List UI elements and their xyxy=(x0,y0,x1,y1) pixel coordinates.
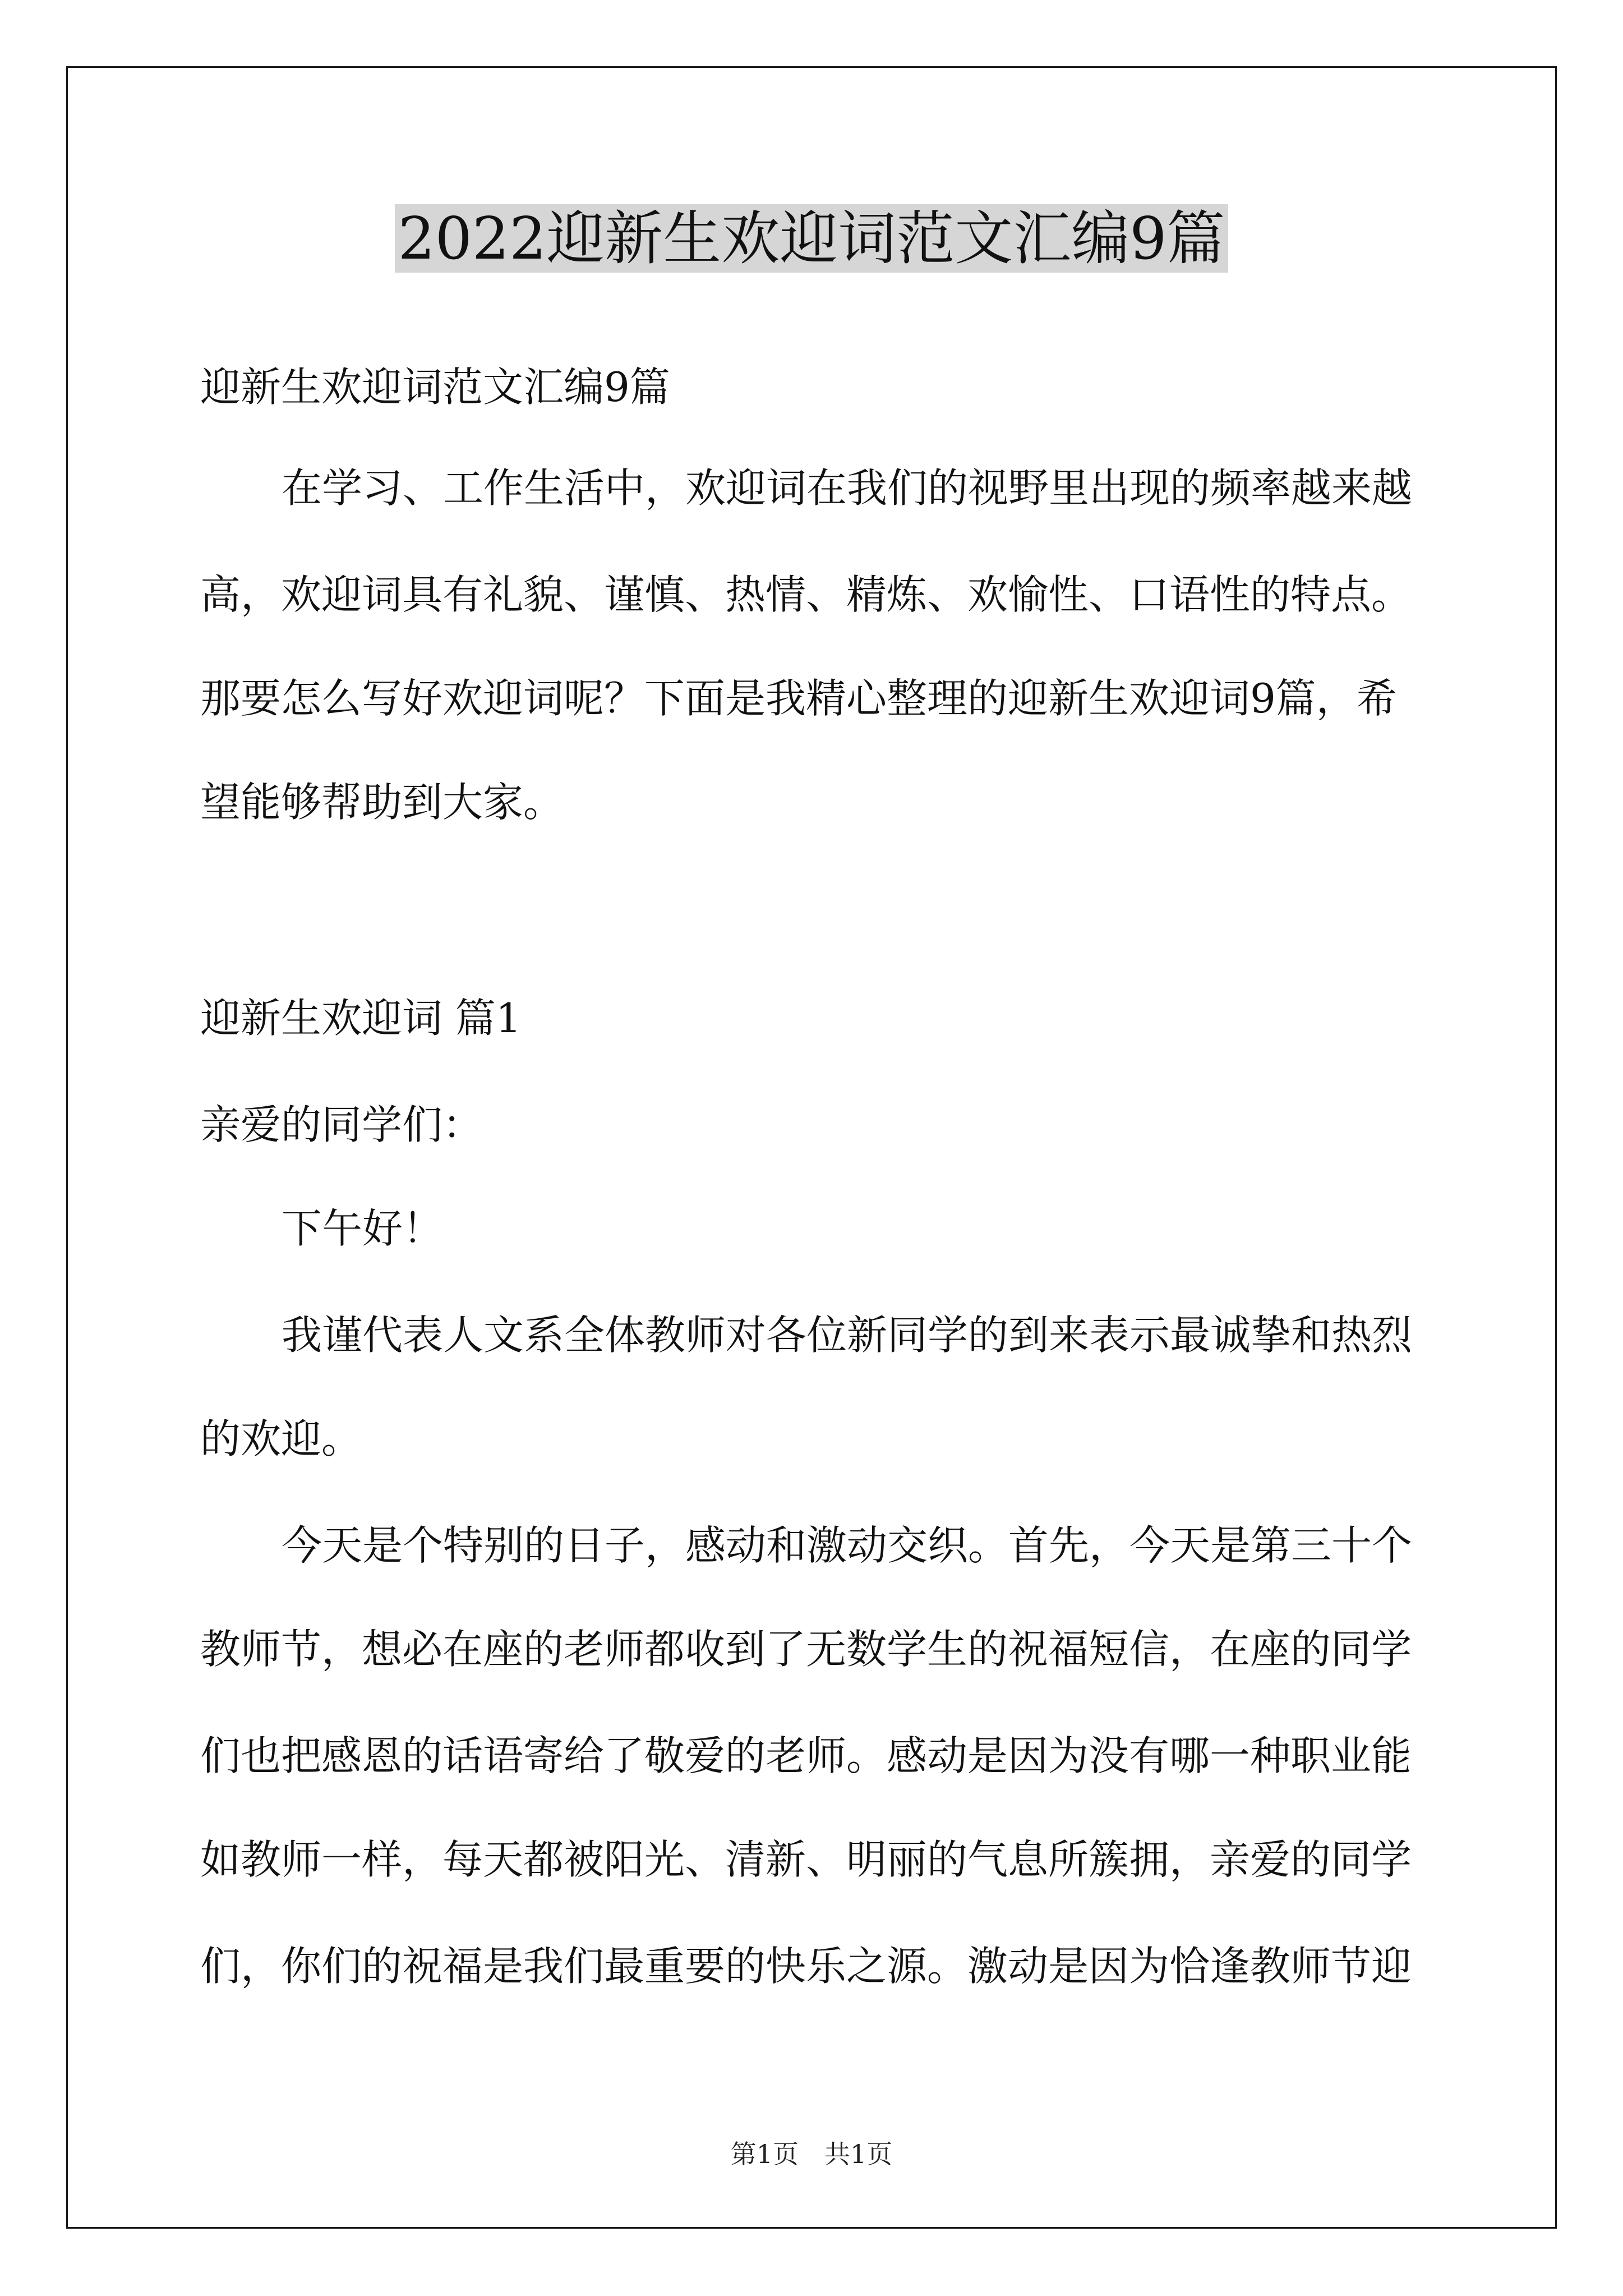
page-footer: 第1页 共1页 xyxy=(730,2139,893,2169)
paragraph2-line-5: 们，你们的祝福是我们最重要的快乐之源。激动是因为恰逢教师节迎 xyxy=(200,1943,1412,1990)
paragraph1-line-2: 的欢迎。 xyxy=(200,1415,362,1462)
paragraph2-line-4: 如教师一样，每天都被阳光、清新、明丽的气息所簇拥，亲爱的同学 xyxy=(200,1836,1412,1883)
section-heading: 迎新生欢迎词 篇1 xyxy=(200,995,522,1042)
greeting: 下午好！ xyxy=(282,1205,444,1252)
paragraph2-line-2: 教师节，想必在座的老师都收到了无数学生的祝福短信，在座的同学 xyxy=(200,1626,1412,1673)
document-subtitle: 迎新生欢迎词范文汇编9篇 xyxy=(200,364,670,411)
intro-line-3: 那要怎么写好欢迎词呢？下面是我精心整理的迎新生欢迎词9篇，希 xyxy=(200,675,1397,722)
salutation: 亲爱的同学们： xyxy=(200,1101,483,1148)
document-title-text: 2022迎新生欢迎词范文汇编9篇 xyxy=(395,204,1229,273)
paragraph1-line-1: 我谨代表人文系全体教师对各位新同学的到来表示最诚挚和热烈 xyxy=(282,1312,1413,1359)
intro-line-1: 在学习、工作生活中，欢迎词在我们的视野里出现的频率越来越 xyxy=(282,464,1413,512)
intro-line-2: 高，欢迎词具有礼貌、谨慎、热情、精炼、欢愉性、口语性的特点。 xyxy=(200,571,1412,618)
paragraph2-line-3: 们也把感恩的话语寄给了敬爱的老师。感动是因为没有哪一种职业能 xyxy=(200,1732,1412,1779)
document-title xyxy=(0,199,1623,278)
paragraph2-line-1: 今天是个特别的日子，感动和激动交织。首先，今天是第三十个 xyxy=(282,1522,1413,1569)
intro-line-4: 望能够帮助到大家。 xyxy=(200,779,564,826)
